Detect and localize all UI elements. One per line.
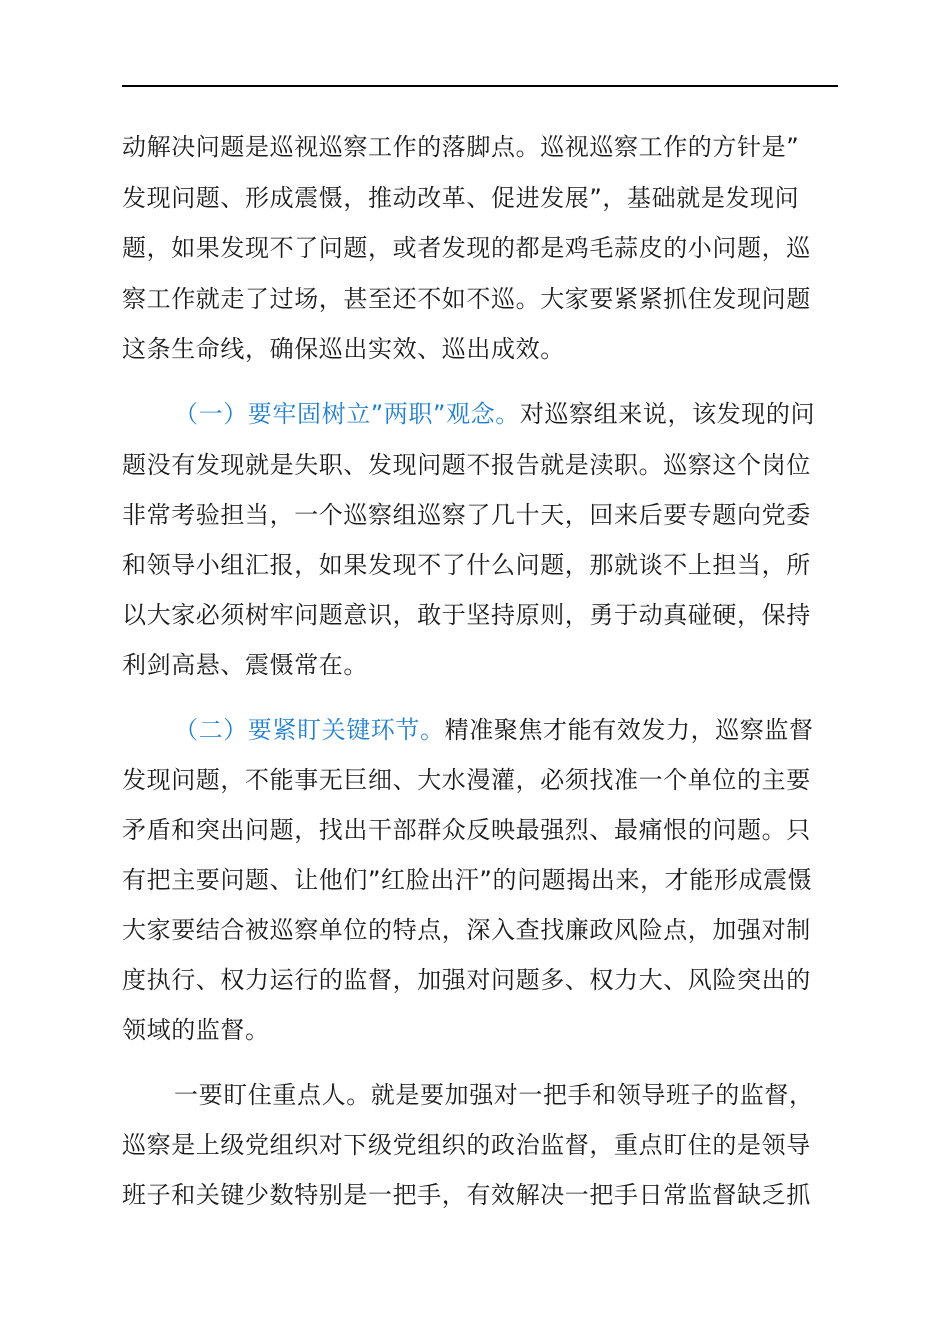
section2-line-2: 发现问题，不能事无巨细、大水漫灌，必须找准一个单位的主要: [122, 766, 811, 794]
section1-line-3: 非常考验担当，一个巡察组巡察了几十天，回来后要专题向党委: [122, 501, 811, 529]
key-people-line-1: 一要盯住重点人。就是要加强对一把手和领导班子的监督，: [174, 1081, 814, 1109]
key-people-line-2: 巡察是上级党组织对下级党组织的政治监督，重点盯住的是领导: [122, 1131, 811, 1159]
intro-line-3: 题，如果发现不了问题，或者发现的都是鸡毛蒜皮的小问题，巡: [122, 234, 811, 262]
section1-first-line: [174, 389, 854, 439]
section1-heading: （一）要牢固树立”两职”观念。: [174, 400, 520, 428]
key-people-line-3: 班子和关键少数特别是一把手，有效解决一把手日常监督缺乏抓: [122, 1181, 811, 1209]
section2-first-line-rest: 精准聚焦才能有效发力，巡察监督: [444, 716, 814, 744]
intro-line-5: 这条生命线，确保巡出实效、巡出成效。: [122, 335, 565, 363]
intro-line-1: 动解决问题是巡视巡察工作的落脚点。巡视巡察工作的方针是”: [122, 133, 800, 161]
section2-line-3: 矛盾和突出问题，找出干部群众反映最强烈、最痛恨的问题。只: [122, 816, 811, 844]
section1-line-4: 和领导小组汇报，如果发现不了什么问题，那就谈不上担当，所: [122, 551, 811, 579]
section2-line-6: 度执行、权力运行的监督，加强对问题多、权力大、风险突出的: [122, 966, 811, 994]
section2-first-line: [174, 705, 854, 755]
section1-line-5: 以大家必须树牢问题意识，敢于坚持原则，勇于动真碰硬，保持: [122, 601, 811, 629]
section2-heading: （二）要紧盯关键环节。: [174, 716, 445, 744]
section2-line-4: 有把主要问题、让他们”红脸出汗”的问题揭出来，才能形成震慑: [122, 866, 813, 894]
intro-line-4: 察工作就走了过场，甚至还不如不巡。大家要紧紧抓住发现问题: [122, 285, 811, 313]
section2-line-5: 大家要结合被巡察单位的特点，深入查找廉政风险点，加强对制: [122, 916, 811, 944]
section1-line-6: 利剑高悬、震慑常在。: [122, 651, 368, 679]
section1-first-line-rest: 对巡察组来说，该发现的问: [519, 400, 816, 428]
section2-line-7: 领域的监督。: [122, 1016, 270, 1044]
intro-line-2: 发现问题、形成震慑，推动改革、促进发展”，基础就是发现问: [122, 184, 800, 212]
header-rule: [122, 85, 838, 87]
section1-line-2: 题没有发现就是失职、发现问题不报告就是渎职。巡察这个岗位: [122, 451, 811, 479]
